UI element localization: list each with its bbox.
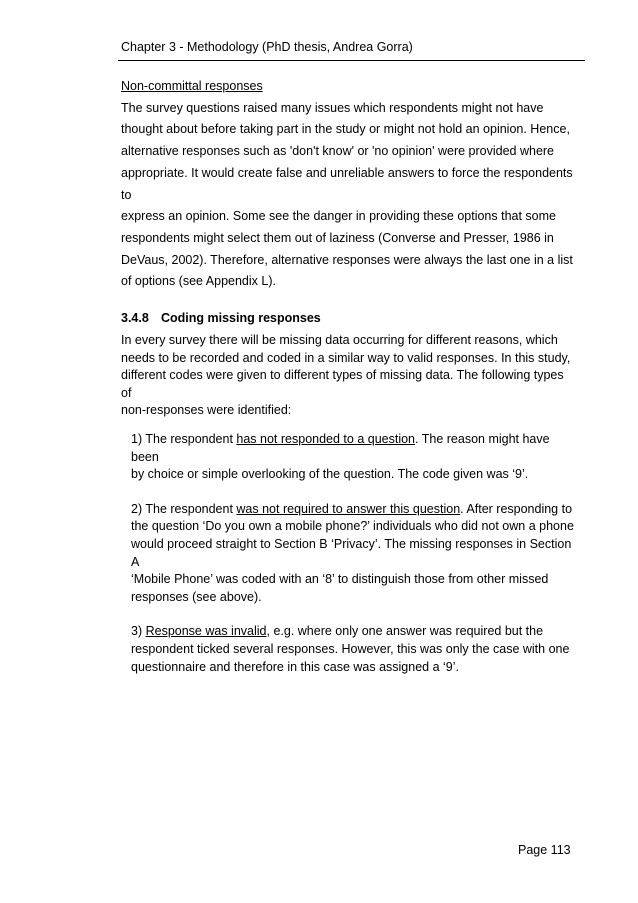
item-first-line-rest: , e.g. where only one answer was required but the bbox=[266, 624, 544, 639]
noncommittal-heading: Non-committal responses bbox=[121, 79, 263, 93]
text-line: DeVaus, 2002). Therefore, alternative responses were always the last one in a list bbox=[121, 252, 573, 267]
text-line: needs to be recorded and coded in a similar way to valid responses. In this study, bbox=[121, 350, 571, 365]
item-underlined-term: Response was invalid bbox=[145, 624, 267, 639]
text-line: ‘Mobile Phone’ was coded with an ‘8’ to distinguish those from other missed bbox=[131, 572, 549, 587]
noncommittal-paragraph bbox=[121, 98, 576, 293]
list-item bbox=[131, 501, 576, 607]
item-prefix: 1) The respondent bbox=[131, 432, 237, 446]
text-line: alternative responses such as 'don't know' or 'no opinion' were provided where bbox=[121, 144, 555, 159]
text-line: express an opinion. Some see the danger in providing these options that some bbox=[121, 209, 556, 224]
list-item bbox=[131, 623, 576, 676]
text-line: non-responses were identified: bbox=[121, 403, 292, 418]
text-line: responses (see above). bbox=[131, 589, 262, 604]
text-line: respondents might select them out of laziness (Converse and Presser, 1986 in bbox=[121, 230, 554, 245]
section-intro-paragraph bbox=[121, 332, 576, 420]
text-line: by choice or simple overlooking of the question. The code given was ‘9’. bbox=[131, 467, 529, 482]
page-body bbox=[121, 76, 576, 693]
list-item bbox=[131, 431, 576, 484]
item-prefix: 3) bbox=[131, 624, 146, 639]
text-line: appropriate. It would create false and unreliable answers to force the respondents to bbox=[121, 165, 573, 202]
text-line: would proceed straight to Section B ‘Privacy’. The missing responses in Section A bbox=[131, 536, 572, 569]
text-line: respondent ticked several responses. However, this was only the case with one bbox=[131, 641, 570, 656]
text-line: The survey questions raised many issues which respondents might not have bbox=[121, 100, 544, 115]
running-header: Chapter 3 - Methodology (PhD thesis, Andrea Gorra) bbox=[121, 40, 413, 54]
header-divider bbox=[118, 60, 585, 61]
text-line: of options (see Appendix L). bbox=[121, 274, 276, 289]
item-prefix: 2) The respondent bbox=[131, 501, 237, 516]
nonresponse-list bbox=[121, 431, 576, 676]
text-line: questionnaire and therefore in this case was assigned a ‘9’. bbox=[131, 659, 459, 674]
item-underlined-term: has not responded to a question bbox=[236, 432, 416, 446]
section-number: 3.4.8 bbox=[121, 311, 149, 326]
section-heading bbox=[121, 309, 576, 327]
text-line: the question ‘Do you own a mobile phone?’ individuals who did not own a phone bbox=[131, 519, 574, 534]
item-first-line-rest: . The reason might have been bbox=[131, 432, 550, 464]
text-line: thought about before taking part in the study or might not hold an opinion. Hence, bbox=[121, 122, 570, 137]
text-line: In every survey there will be missing data occurring for different reasons, which bbox=[121, 333, 558, 348]
item-first-line-rest: . After responding to bbox=[460, 501, 573, 516]
text-line: different codes were given to different types of missing data. The following types of bbox=[121, 368, 564, 400]
item-underlined-term: was not required to answer this question bbox=[236, 501, 461, 516]
section-title: Coding missing responses bbox=[161, 311, 321, 326]
page-number: Page 113 bbox=[518, 843, 571, 857]
